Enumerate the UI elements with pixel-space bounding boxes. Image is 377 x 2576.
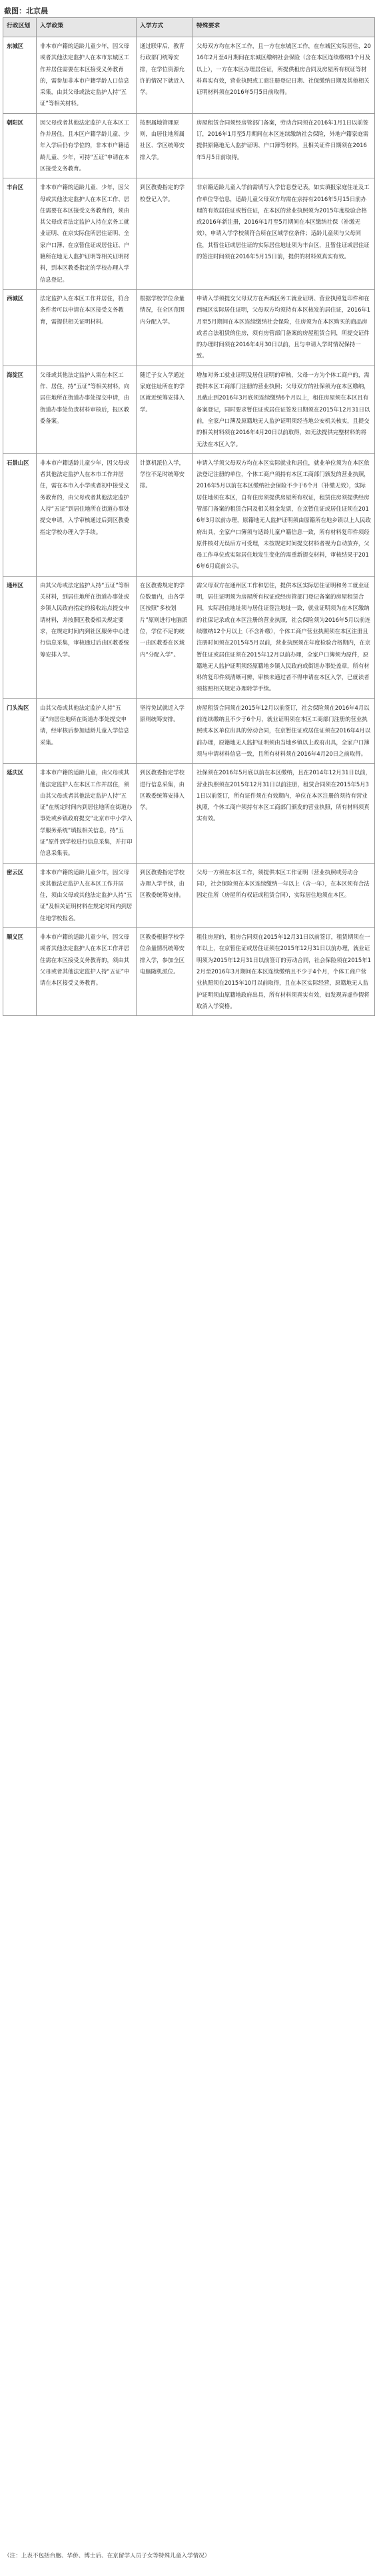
policy-cell: 父母或其他法定监护人需在本区工作、居住，持“五证”等相关材料，向居住地所在街道办事处提交申请，由街道办事处负责材料审核后，报区教委备案。 [37, 366, 137, 453]
district-cell: 延庆区 [3, 764, 37, 863]
method-cell: 按照属地管理原则，由居住地所属社区、学区统筹安排入学。 [137, 113, 193, 178]
table-row [3, 863, 375, 927]
method-cell: 计算机派位入学，学位不足时统筹安排。 [137, 453, 193, 576]
special-cell: 增加对务工就业证明及居住证明的审核，父母一方为个体工商户的，需提供本区工商部门注册的营业执照；父母双方的社保须为在本区缴纳，且截止到2016年3月底须连续缴纳6个月以上，租住房屋须在本区且有备案登记，同时要求暂住证或居住证签发日期须在2015年12月31日以前，全家户口簿及原籍地无人监护证明须经当地公安机关核实，且提交的相关材料须在2016年4月20日以前取得，如无法提供完整材料的将无法在本区入学。 [193, 366, 375, 453]
table-row [3, 113, 375, 178]
method-cell: 到区教委指定学校办理入学手续，由区教委统筹安排。 [137, 863, 193, 927]
table-row [3, 928, 375, 1016]
special-cell: 租住房屋的，租房合同须在2015年12月31日以前签订，租赁期须在一年以上，在京暂住证或居住证须在2015年12月31日以前办理，就业证明须为2015年12月31日以前签订的劳动合同，社会保险须在2015年12月至2016年3月期间在本区连续缴纳且不少于4个月，个体工商户营业执照须在2015年10月以前取得，且在本区实际经营，原籍地无人监护证明须由原籍地政府出具，所有材料须真实有效，如发现弄虚作假将取消入学资格。 [193, 928, 375, 1016]
method-cell: 根据学校学位余量情况，在全区范围内分配入学。 [137, 289, 193, 366]
special-cell: 非京籍适龄儿童入学前需填写入学信息登记表，如实填报家庭住址及工作单位等信息，适龄儿童父母双方均需在京持有2016年5月15日前办理的有效居住证或暂住证，在本区的营业执照须为2015年度检验合格或2016年新注册，2016年1月至5月期间在本区缴纳社保（补缴无效），申请入学学校须符合所在区域学位条件；适龄儿童须与父母同住，其暂住证或居住证的实际居住地址须为丰台区，且暂住证或居住证的签注时间须在2016年5月15日前，提供的材料须真实有效。 [193, 178, 375, 290]
policy-cell: 非本市户籍适龄儿童少年，因父母或者其他法定监护人在本市工作并居住，需在本市入小学或者初中接受义务教育的，由父母或者其他法定监护人持“五证”到居住地所在街道办事处提交申请，入学审核通过后到区教委指定学校办理入学手续。 [37, 453, 137, 576]
special-cell: 申请入学须父母双方均在本区实际就业和居住，就业单位须为在本区依法登记注册的单位，个体工商户须持有本区工商部门颁发的营业执照，2016年5月以前在本区缴纳社会保险不少于6个月（补缴无效），实际居住地须在本区，自有住房须提供房屋所有权证，租赁住房须提供经房管部门备案的租赁合同及相关租金发票，在京暂住证或居住证须在2016年3月以前办理，原籍地无人监护证明须由原籍所在地乡镇以上人民政府出具，全家户口簿须与适龄儿童户籍信息一致，所有材料复印件须经原件核对无误后方可受理，未按规定时间提交材料者视为自动放弃，父母工作单位或实际居住地发生变化的需重新提交材料，审核结果于2016年6月底前公示。 [193, 453, 375, 576]
district-cell: 密云区 [3, 863, 37, 927]
special-cell: 父母一方须在本区工作，须提供本区工作证明（营业执照或劳动合同），社会保险须在本区连续缴纳一年以上（含一年），在本区须有合法固定住所（房屋所有权证或租赁合同），实际居住地须在本区。 [193, 863, 375, 927]
table-caption: 截图：北京晨 [4, 7, 48, 15]
column-header-policy: 入学政策 [37, 18, 137, 37]
district-cell: 通州区 [3, 576, 37, 698]
policy-cell: 非本市户籍的适龄儿童少年，因父母或其他法定监护人在本区工作并居住，须由父母或其他法定监护人持“五证”及相关证明材料在规定时间内到居住地学校报名。 [37, 863, 137, 927]
policy-cell: 非本市户籍的适龄儿童、少年，因父母或其他法定监护人在本区工作、居住需要在本区接受义务教育的，须由其父母或者法定监护人持在京务工就业证明、在京实际住所居住证明、全家户口簿、在京暂住证或居住证、户籍所在地无人监护证明等相关证明材料，到本区教委指定的学校办理入学信息登记。 [37, 178, 137, 290]
method-cell: 随迁子女入学通过家庭住址所在的学区就近统筹安排入学。 [137, 366, 193, 453]
method-cell: 在区教委规定的学位数量内，由各学区按照“多校划片”原则进行电脑派位，学位不足的统一由区教委在区域内“分配入学”。 [137, 576, 193, 698]
method-cell: 区教委根据学校学位余量情况统筹安排入学，参加全区电脑随机派位。 [137, 928, 193, 1016]
special-cell: 房屋租赁合同须在2015年12月以前签订，社会保险须在2016年4月以前连续缴纳且不少于6个月，就业证明须在本区工商部门注册的营业执照或本区单位出具的劳动合同，在京暂住证或居住证须在2016年4月以前办理，原籍地无人监护证明须由当地乡镇以上政府出具，全家户口簿须与申请材料信息一致，且所有材料须在2016年4月20日之前取得。 [193, 698, 375, 763]
table-row [3, 764, 375, 863]
method-cell: 到区教委指定学校进行信息采集，由区教委统筹安排入学。 [137, 764, 193, 863]
special-cell: 社保须在2016年5月底以前在本区缴纳，且在2014年12月31日以前，营业执照须在2015年12月31日以前注册，租赁合同须在2015年5月31日以前签订，所有证件须在有效期内，单位在本区注册的须持有营业执照，个体工商户须持有本区工商部门颁发的营业执照，所有材料须真实有效。 [193, 764, 375, 863]
column-header-special: 特殊要求 [193, 18, 375, 37]
method-cell: 通过联审后，教育行政部门统筹安排，在学位资源允许的情况下就近入学。 [137, 37, 193, 114]
table-row [3, 698, 375, 763]
method-cell: 到区教委指定的学校登记入学。 [137, 178, 193, 290]
district-cell: 丰台区 [3, 178, 37, 290]
special-cell: 父母双方均在本区工作，且一方在东城区工作，在东城区实际居住，2016年2月至4月期间在东城区缴纳社会保险（含在本区连续缴纳3个月及以上），一方在本区办理居住证，所提供租房合同及房屋所有权证等材料真实有效，营业执照或工商注册登记日期、社保缴纳日期及其他相关证明材料须在2016年5月5日前取得。 [193, 37, 375, 114]
policy-cell: 因父母或者其他法定监护人在本区工作并居住，且本区户籍学龄儿童、少年入学后仍有学位的，非本市户籍适龄儿童、少年，可持“五证”申请在本区接受义务教育。 [37, 113, 137, 178]
table-row [3, 453, 375, 576]
table-row [3, 576, 375, 698]
table-header-row [3, 18, 375, 37]
method-cell: 坚持免试就近入学原则统筹安排。 [137, 698, 193, 763]
table-row [3, 289, 375, 366]
district-cell: 朝阳区 [3, 113, 37, 178]
special-cell: 申请入学须提交父母双方在西城区务工就业证明、营业执照复印件和在西城区实际居住证明，父母双方均须持有本区核发的居住证，2016年1月至5月期间在本区连续缴纳社会保险，住房须为在本区购买的商品房或者合法租赁的住房，须有房管部门备案的房屋租赁合同，所提交证件的办理时间须在2016年4月30日以前，且与申请入学时情况保持一致。 [193, 289, 375, 366]
district-cell: 顺义区 [3, 928, 37, 1016]
policy-cell: 法定监护人在本区工作并居住，符合条件者可以申请在本区接受义务教育，需提供相关证明材料。 [37, 289, 137, 366]
special-cell: 房屋租赁合同须经房管部门备案，劳动合同须在2016年1月1日以前签订，2016年1月至5月期间在本区连续缴纳社会保险，外地户籍家庭需提供原籍地无人监护证明、户口簿等材料，且相关证件日期须在2016年5月5日前取得。 [193, 113, 375, 178]
column-header-method: 入学方式 [137, 18, 193, 37]
column-header-district: 行政区划 [3, 18, 37, 37]
district-cell: 门头沟区 [3, 698, 37, 763]
district-cell: 东城区 [3, 37, 37, 114]
policy-cell: 由其父母或法定监护人持“五证”等相关材料，到居住地所在街道办事处或乡镇人民政府指定的接收站点提交申请材料，并按照区教委相关规定要求，在规定时间内到社区服务中心进行信息采集，审核通过后由区教委统筹安排入学。 [37, 576, 137, 698]
table-row [3, 37, 375, 114]
special-cell: 需父母双方在通州区工作和居住，提供本区实际居住证明和务工就业证明，居住证明须为房屋所有权证或经房管部门登记备案的房屋租赁合同，实际居住地址须与居住证签注地址一致，就业证明须为在本区缴纳的社保记录或在本区注册的营业执照，社会保险须为2016年5月以前连续缴纳12个月以上（不含补缴），个体工商户营业执照须在本区注册且注册时间须在2015年5月以前，营业执照须在年度检验合格期内，在京暂住证或居住证须在2015年12月以前办理，全家户口簿须为原件，原籍地无人监护证明须经原籍地乡镇人民政府或街道办事处盖章，所有材料的复印件须清晰可辨，审核未通过者不得申请在本区入学，已就读者须按照相关规定办理转学手续。 [193, 576, 375, 698]
table-row [3, 366, 375, 453]
district-cell: 西城区 [3, 289, 37, 366]
table-row [3, 178, 375, 290]
policy-cell: 非本市户籍的适龄儿童，由父母或其他法定监护人在本区工作并居住，须由其父母或者其他法定监护人持“五证”在规定时间内到居住地所在街道办事处或乡镇政府提交“北京市中小学入学服务系统”填报相关信息，持“五证”原件到学校进行信息采集，并打印信息采集表。 [37, 764, 137, 863]
enrollment-policy-table [3, 17, 375, 1016]
policy-cell: 由其父母或其他法定监护人持“五证”向居住地所在街道办事处提交申请，经审核后参加适龄儿童入学信息采集。 [37, 698, 137, 763]
policy-cell: 非本市户籍的适龄儿童少年，因父母或者其他法定监护人在本区工作并居住需在本区接受义务教育的，须由其父母或者其他法定监护人持“五证”申请在本区接受义务教育。 [37, 928, 137, 1016]
policy-cell: 非本市户籍的适龄儿童少年，因父母或者其他法定监护人在本市东城区工作并居住需要在本区接受义务教育的，需参加非本市户籍学龄人口信息采集，由其父母或法定监护人持“五证”等相关材料。 [37, 37, 137, 114]
district-cell: 海淀区 [3, 366, 37, 453]
table-footnote: （注：上表不包括台胞、华侨、博士后、在京留学人员子女等特殊儿童入学情况） [4, 2553, 210, 2559]
district-cell: 石景山区 [3, 453, 37, 576]
